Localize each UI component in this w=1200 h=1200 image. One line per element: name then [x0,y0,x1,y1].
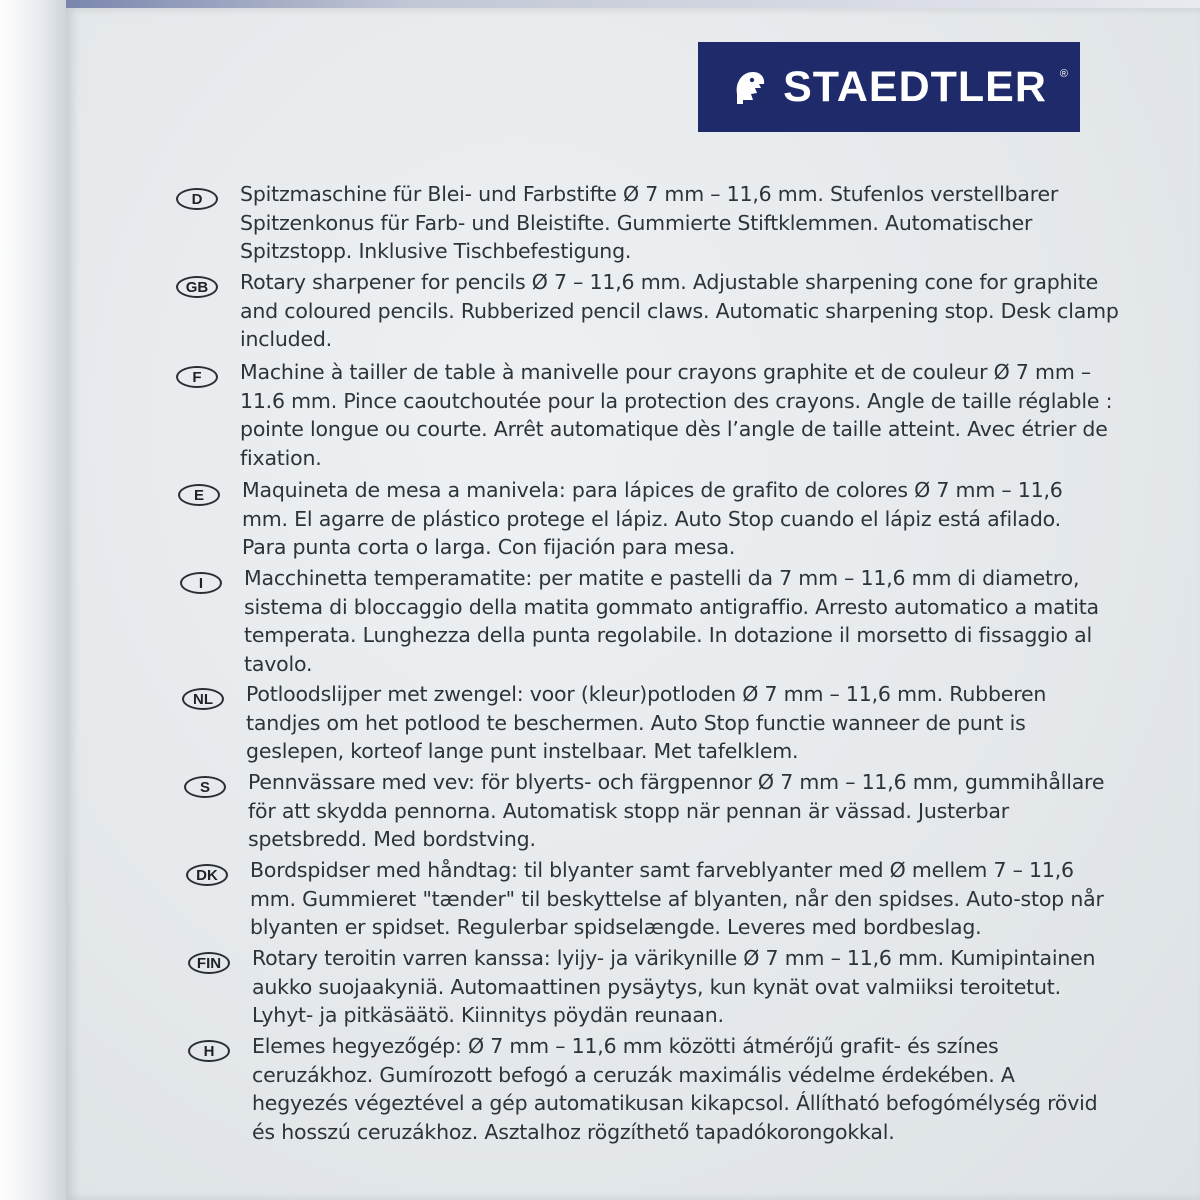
entry-it [180,564,1111,678]
description-fin: Rotary teroitin varren kanssa: lyijy- ja värikynille Ø 7 mm – 11,6 mm. Kumipintainen aukko suojaakyniä. Automaattinen pysäytys, kun kynät ovat valmiiksi teroitetut. Lyhyt- ja pitkäsäätö. Kiinnitys pöydän reunaan. [252,946,1096,1027]
registered-mark: ® [1059,68,1068,80]
box-top-edge [66,0,1200,8]
language-badge-de: D [176,188,218,210]
brand-name: STAEDTLER [783,62,1047,111]
entry-se [184,768,1111,854]
language-badge-hu: H [188,1040,230,1062]
mars-head-logo-icon [731,66,769,108]
description-se: Pennvässare med vev: för blyerts- och färgpennor Ø 7 mm – 11,6 mm, gummihållare för att skydda pennorna. Automatisk stopp när pennan är vässad. Justerbar spetsbredd. Med bordstving. [248,770,1105,851]
language-badge-it: I [180,572,222,594]
description-fr: Machine à tailler de table à manivelle pour crayons graphite et de couleur Ø 7 mm – 11.6 mm. Pince caoutchoutée pour la protection des crayons. Angle de taille réglable : pointe longue ou courte. Arrêt automatique dès l’angle de taille atteint. Avec étrier de fixation. [240,360,1113,470]
language-badge-dk: DK [186,864,228,886]
description-dk: Bordspidser med håndtag: til blyanter samt farveblyanter med Ø mellem 7 – 11,6 mm. Gummieret "tænder" til beskyttelse af blyanten, når den spidses. Auto-stop når blyanten er spidset. Regulerbar spidselængde. Leveres med bordbeslag. [250,858,1104,939]
brand-logo [698,42,1080,132]
description-es: Maquineta de mesa a manivela: para lápices de grafito de colores Ø 7 mm – 11,6 mm. El agarre de plástico protege el lápiz. Auto Stop cuando el lápiz está afilado. Para punta corta o larga. Con fijación para mesa. [242,478,1063,559]
entry-nl [182,680,1111,766]
description-it: Macchinetta temperamatite: per matite e pastelli da 7 mm – 11,6 mm di diametro, sistema di bloccaggio della matita gommato antigraffio. Arresto automatico a matita temperata. Lunghezza della punta regolabile. In dotazione il morsetto di fissaggio al tavolo. [244,566,1099,676]
language-badge-fin: FIN [188,952,230,974]
language-badge-nl: NL [182,688,224,710]
entry-dk [186,856,1111,942]
description-de: Spitzmaschine für Blei- und Farbstifte Ø 7 mm – 11,6 mm. Stufenlos verstellbarer Spitzenkonus für Farb- und Bleistifte. Gummierte Stiftklemmen. Automatischer Spitzstopp. Inklusive Tischbefestigung. [240,182,1059,263]
entry-es [178,476,1111,562]
entry-de [176,180,1120,266]
language-badge-fr: F [176,366,218,388]
description-nl: Potloodslijper met zwengel: voor (kleur)potloden Ø 7 mm – 11,6 mm. Rubberen tandjes om het potlood te beschermen. Auto Stop functie wanneer de punt is geslepen, korteof lange punt instelbaar. Met tafelklem. [246,682,1047,763]
background-edge [0,0,66,1200]
entry-gb [176,268,1120,354]
description-hu: Elemes hegyezőgép: Ø 7 mm – 11,6 mm közötti átmérőjű grafit- és színes ceruzákhoz. Gumírozott befogó a ceruzák maximális védelme érdekében. A hegyezés végeztével a gép automatikusan kikapcsol. Állítható befogómélység rövid és hosszú ceruzákhoz. Asztalhoz rögzíthető tapadókorongokkal. [252,1034,1098,1144]
language-badge-es: E [178,484,220,506]
entry-fin [188,944,1111,1030]
entry-fr [176,358,1120,472]
description-gb: Rotary sharpener for pencils Ø 7 – 11,6 mm. Adjustable sharpening cone for graphite and coloured pencils. Rubberized pencil claws. Automatic sharpening stop. Desk clamp included. [240,270,1119,351]
language-badge-se: S [184,776,226,798]
entry-hu [188,1032,1111,1146]
language-badge-gb: GB [176,276,218,298]
